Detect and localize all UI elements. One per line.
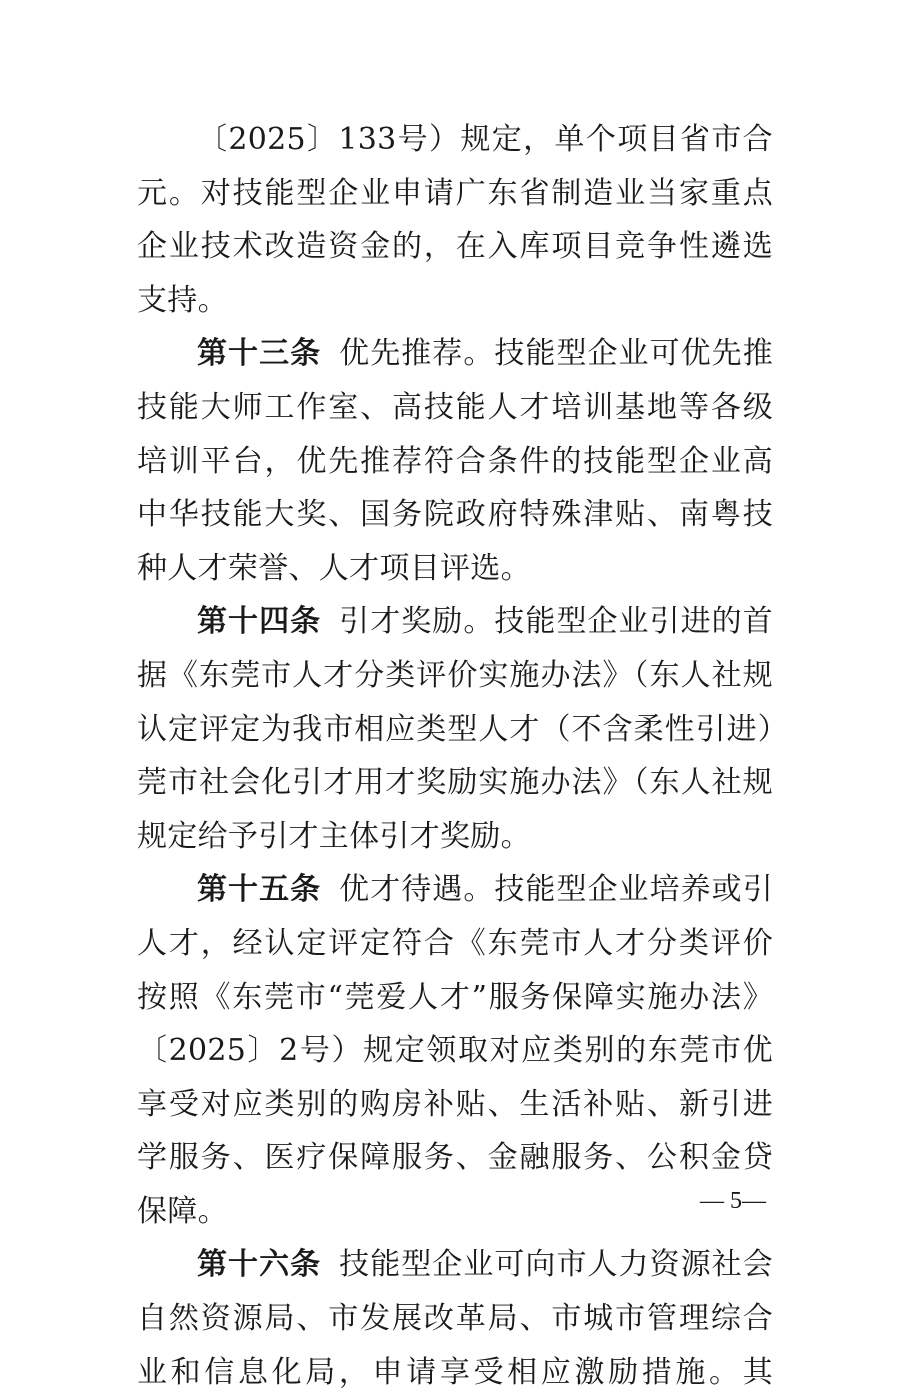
text-line [137,649,773,703]
text-line [137,220,773,274]
line-text: 据《东莞市人才分类评价实施办法》（东人社规 [137,657,773,693]
page-number: — 5— [700,1188,766,1214]
text-line [137,595,773,649]
line-text: 企业技术改造资金的，在入库项目竞争性遴选 [137,229,773,265]
line-text: 人才，经认定评定符合《东莞市人才分类评价 [137,925,773,961]
text-line [137,435,773,489]
article-heading: 第十三条 [197,336,322,372]
line-text: 按照《东莞市“莞爱人才”服务保障实施办法》 [137,979,773,1015]
text-line [137,1078,773,1132]
line-text: 培训平台，优先推荐符合条件的技能型企业高 [137,443,773,479]
article-heading: 第十五条 [197,872,322,908]
continuation-paragraph [137,113,773,327]
text-line [137,1131,773,1185]
text-line [137,1238,773,1292]
line-text: 业和信息化局，申请享受相应激励措施。其 [137,1354,773,1390]
line-text: 莞市社会化引才用才奖励实施办法》（东人社规 [137,765,773,801]
line-text: 享受对应类别的购房补贴、生活补贴、新引进 [137,1086,773,1122]
line-text: 中华技能大奖、国务院政府特殊津贴、南粤技 [137,497,773,533]
line-text: 技能大师工作室、高技能人才培训基地等各级 [137,389,773,425]
article-heading: 第十四条 [197,604,322,640]
text-line [137,971,773,1025]
line-text: 自然资源局、市发展改革局、市城市管理综合 [137,1301,773,1337]
line-text: 〔2025〕133号）规定，单个项目省市合 [197,122,773,157]
text-line [137,488,773,542]
line-text: 〔2025〕2号）规定领取对应类别的东莞市优 [137,1033,773,1069]
text-line [137,1292,773,1346]
text-line [137,703,773,757]
line-text: 引才奖励。技能型企业引进的首 [339,604,773,640]
line-text: 学服务、医疗保障服务、金融服务、公积金贷 [137,1140,773,1176]
line-text: 保障。 [137,1193,228,1229]
line-text: 规定给予引才主体引才奖励。 [137,818,531,854]
article-paragraph [137,1238,773,1399]
text-line [137,274,773,328]
text-line [137,542,773,596]
article-paragraph [137,327,773,595]
text-line [137,1024,773,1078]
text-line [137,810,773,864]
line-text: 优先推荐。技能型企业可优先推 [339,336,773,372]
text-line [137,1346,773,1399]
line-text: 优才待遇。技能型企业培养或引 [339,872,773,908]
text-line [137,1185,773,1239]
article-heading: 第十六条 [197,1247,322,1283]
article-paragraph [137,863,773,1238]
article-paragraph [137,595,773,863]
text-line [137,863,773,917]
text-line [137,756,773,810]
line-text: 认定评定为我市相应类型人才（不含柔性引进） [137,711,773,747]
line-text: 元。对技能型企业申请广东省制造业当家重点 [137,175,773,211]
text-line [137,381,773,435]
text-line [137,917,773,971]
document-body [137,113,773,1399]
text-line [137,327,773,381]
text-line [137,167,773,221]
line-text: 种人才荣誉、人才项目评选。 [137,550,531,586]
line-text: 支持。 [137,282,228,318]
text-line [137,113,773,167]
line-text: 技能型企业可向市人力资源社会 [339,1247,773,1283]
